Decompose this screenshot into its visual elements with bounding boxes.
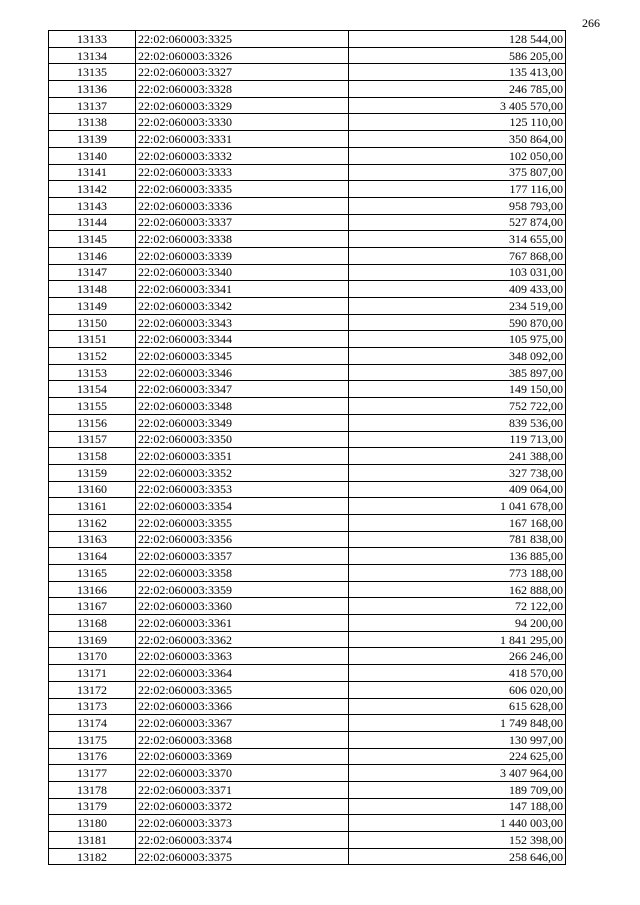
row-number-cell: 13177 [49,765,136,782]
value-cell: 3 407 964,00 [349,765,566,782]
row-number-cell: 13133 [49,31,136,48]
value-cell: 3 405 570,00 [349,97,566,114]
table-row [49,131,566,148]
cadastral-number-cell: 22:02:060003:3372 [136,798,349,815]
value-cell: 135 413,00 [349,64,566,81]
value-cell: 1 041 678,00 [349,498,566,515]
value-cell: 130 997,00 [349,731,566,748]
table-row [49,381,566,398]
value-cell: 72 122,00 [349,598,566,615]
row-number-cell: 13179 [49,798,136,815]
row-number-cell: 13165 [49,565,136,582]
cadastral-number-cell: 22:02:060003:3357 [136,548,349,565]
table-row [49,214,566,231]
table-body [49,31,566,865]
value-cell: 103 031,00 [349,264,566,281]
cadastral-number-cell: 22:02:060003:3326 [136,47,349,64]
value-cell: 224 625,00 [349,748,566,765]
row-number-cell: 13138 [49,114,136,131]
table-row [49,631,566,648]
row-number-cell: 13156 [49,414,136,431]
table-row [49,748,566,765]
table-row [49,565,566,582]
cadastral-number-cell: 22:02:060003:3374 [136,832,349,849]
row-number-cell: 13151 [49,331,136,348]
table-row [49,464,566,481]
table-row [49,781,566,798]
value-cell: 773 188,00 [349,565,566,582]
table-row [49,314,566,331]
row-number-cell: 13139 [49,131,136,148]
row-number-cell: 13161 [49,498,136,515]
row-number-cell: 13182 [49,848,136,865]
row-number-cell: 13160 [49,481,136,498]
row-number-cell: 13143 [49,197,136,214]
cadastral-number-cell: 22:02:060003:3371 [136,781,349,798]
row-number-cell: 13158 [49,448,136,465]
cadastral-number-cell: 22:02:060003:3360 [136,598,349,615]
value-cell: 94 200,00 [349,615,566,632]
value-cell: 590 870,00 [349,314,566,331]
cadastral-number-cell: 22:02:060003:3349 [136,414,349,431]
row-number-cell: 13163 [49,531,136,548]
row-number-cell: 13166 [49,581,136,598]
cadastral-number-cell: 22:02:060003:3373 [136,815,349,832]
value-cell: 246 785,00 [349,81,566,98]
value-cell: 1 440 003,00 [349,815,566,832]
row-number-cell: 13164 [49,548,136,565]
table-row [49,798,566,815]
value-cell: 752 722,00 [349,398,566,415]
cadastral-number-cell: 22:02:060003:3353 [136,481,349,498]
value-cell: 152 398,00 [349,832,566,849]
cadastral-number-cell: 22:02:060003:3364 [136,665,349,682]
cadastral-number-cell: 22:02:060003:3329 [136,97,349,114]
value-cell: 418 570,00 [349,665,566,682]
table-row [49,431,566,448]
table-row [49,164,566,181]
row-number-cell: 13148 [49,281,136,298]
row-number-cell: 13180 [49,815,136,832]
table-row [49,615,566,632]
table-row [49,665,566,682]
row-number-cell: 13181 [49,832,136,849]
value-cell: 839 536,00 [349,414,566,431]
row-number-cell: 13174 [49,715,136,732]
value-cell: 102 050,00 [349,147,566,164]
table-row [49,598,566,615]
table-row [49,114,566,131]
table-row [49,147,566,164]
row-number-cell: 13167 [49,598,136,615]
cadastral-number-cell: 22:02:060003:3346 [136,364,349,381]
table-row [49,715,566,732]
value-cell: 527 874,00 [349,214,566,231]
cadastral-number-cell: 22:02:060003:3354 [136,498,349,515]
row-number-cell: 13134 [49,47,136,64]
cadastral-number-cell: 22:02:060003:3350 [136,431,349,448]
table-row [49,231,566,248]
cadastral-number-cell: 22:02:060003:3345 [136,348,349,365]
cadastral-number-cell: 22:02:060003:3365 [136,681,349,698]
table-row [49,97,566,114]
value-cell: 767 868,00 [349,247,566,264]
table-row [49,681,566,698]
cadastral-number-cell: 22:02:060003:3330 [136,114,349,131]
value-cell: 147 188,00 [349,798,566,815]
cadastral-number-cell: 22:02:060003:3343 [136,314,349,331]
value-cell: 189 709,00 [349,781,566,798]
row-number-cell: 13140 [49,147,136,164]
row-number-cell: 13154 [49,381,136,398]
row-number-cell: 13145 [49,231,136,248]
row-number-cell: 13157 [49,431,136,448]
row-number-cell: 13150 [49,314,136,331]
table-row [49,414,566,431]
value-cell: 409 064,00 [349,481,566,498]
value-cell: 258 646,00 [349,848,566,865]
table-row [49,364,566,381]
row-number-cell: 13159 [49,464,136,481]
table-row [49,281,566,298]
table-row [49,398,566,415]
page-number: 266 [582,16,600,30]
table-row [49,348,566,365]
cadastral-number-cell: 22:02:060003:3348 [136,398,349,415]
table-row [49,298,566,315]
cadastral-number-cell: 22:02:060003:3369 [136,748,349,765]
cadastral-number-cell: 22:02:060003:3367 [136,715,349,732]
cadastral-number-cell: 22:02:060003:3339 [136,247,349,264]
cadastral-number-cell: 22:02:060003:3331 [136,131,349,148]
value-cell: 105 975,00 [349,331,566,348]
value-cell: 606 020,00 [349,681,566,698]
table-row [49,581,566,598]
value-cell: 348 092,00 [349,348,566,365]
value-cell: 177 116,00 [349,181,566,198]
row-number-cell: 13175 [49,731,136,748]
value-cell: 385 897,00 [349,364,566,381]
cadastral-number-cell: 22:02:060003:3333 [136,164,349,181]
cadastral-number-cell: 22:02:060003:3325 [136,31,349,48]
cadastral-number-cell: 22:02:060003:3341 [136,281,349,298]
table-row [49,765,566,782]
value-cell: 586 205,00 [349,47,566,64]
table-row [49,31,566,48]
value-cell: 615 628,00 [349,698,566,715]
cadastral-number-cell: 22:02:060003:3340 [136,264,349,281]
table-row [49,514,566,531]
row-number-cell: 13172 [49,681,136,698]
value-cell: 1 749 848,00 [349,715,566,732]
value-cell: 350 864,00 [349,131,566,148]
row-number-cell: 13147 [49,264,136,281]
value-cell: 241 388,00 [349,448,566,465]
value-cell: 234 519,00 [349,298,566,315]
row-number-cell: 13162 [49,514,136,531]
table-row [49,47,566,64]
cadastral-number-cell: 22:02:060003:3344 [136,331,349,348]
value-cell: 327 738,00 [349,464,566,481]
table-row [49,548,566,565]
cadastral-number-cell: 22:02:060003:3328 [136,81,349,98]
table-row [49,731,566,748]
cadastral-number-cell: 22:02:060003:3368 [136,731,349,748]
table-row [49,264,566,281]
cadastral-number-cell: 22:02:060003:3342 [136,298,349,315]
cadastral-number-cell: 22:02:060003:3351 [136,448,349,465]
table-row [49,498,566,515]
cadastral-number-cell: 22:02:060003:3335 [136,181,349,198]
table-row [49,848,566,865]
row-number-cell: 13146 [49,247,136,264]
row-number-cell: 13144 [49,214,136,231]
row-number-cell: 13169 [49,631,136,648]
cadastral-number-cell: 22:02:060003:3358 [136,565,349,582]
cadastral-number-cell: 22:02:060003:3338 [136,231,349,248]
value-cell: 149 150,00 [349,381,566,398]
cadastral-number-cell: 22:02:060003:3336 [136,197,349,214]
row-number-cell: 13137 [49,97,136,114]
cadastral-number-cell: 22:02:060003:3347 [136,381,349,398]
row-number-cell: 13135 [49,64,136,81]
cadastral-number-cell: 22:02:060003:3375 [136,848,349,865]
row-number-cell: 13149 [49,298,136,315]
table-row [49,815,566,832]
table-row [49,197,566,214]
row-number-cell: 13168 [49,615,136,632]
value-cell: 266 246,00 [349,648,566,665]
value-cell: 1 841 295,00 [349,631,566,648]
value-cell: 128 544,00 [349,31,566,48]
table-row [49,698,566,715]
cadastral-number-cell: 22:02:060003:3337 [136,214,349,231]
table-row [49,531,566,548]
row-number-cell: 13155 [49,398,136,415]
cadastral-number-cell: 22:02:060003:3355 [136,514,349,531]
row-number-cell: 13153 [49,364,136,381]
cadastral-number-cell: 22:02:060003:3366 [136,698,349,715]
cadastral-number-cell: 22:02:060003:3363 [136,648,349,665]
table-row [49,81,566,98]
row-number-cell: 13141 [49,164,136,181]
cadastral-number-cell: 22:02:060003:3352 [136,464,349,481]
row-number-cell: 13152 [49,348,136,365]
value-cell: 167 168,00 [349,514,566,531]
cadastral-number-cell: 22:02:060003:3356 [136,531,349,548]
row-number-cell: 13176 [49,748,136,765]
table-row [49,481,566,498]
table-row [49,64,566,81]
cadastral-number-cell: 22:02:060003:3361 [136,615,349,632]
value-cell: 409 433,00 [349,281,566,298]
value-cell: 958 793,00 [349,197,566,214]
value-cell: 119 713,00 [349,431,566,448]
row-number-cell: 13142 [49,181,136,198]
table-row [49,181,566,198]
row-number-cell: 13173 [49,698,136,715]
value-cell: 125 110,00 [349,114,566,131]
cadastral-number-cell: 22:02:060003:3362 [136,631,349,648]
row-number-cell: 13171 [49,665,136,682]
cadastral-number-cell: 22:02:060003:3370 [136,765,349,782]
cadastral-number-cell: 22:02:060003:3332 [136,147,349,164]
value-cell: 314 655,00 [349,231,566,248]
row-number-cell: 13136 [49,81,136,98]
row-number-cell: 13170 [49,648,136,665]
table-row [49,832,566,849]
table-row [49,448,566,465]
value-cell: 375 807,00 [349,164,566,181]
table-row [49,331,566,348]
row-number-cell: 13178 [49,781,136,798]
cadastral-number-cell: 22:02:060003:3327 [136,64,349,81]
cadastral-table [48,30,566,865]
value-cell: 162 888,00 [349,581,566,598]
value-cell: 781 838,00 [349,531,566,548]
cadastral-number-cell: 22:02:060003:3359 [136,581,349,598]
table-row [49,247,566,264]
value-cell: 136 885,00 [349,548,566,565]
table-row [49,648,566,665]
